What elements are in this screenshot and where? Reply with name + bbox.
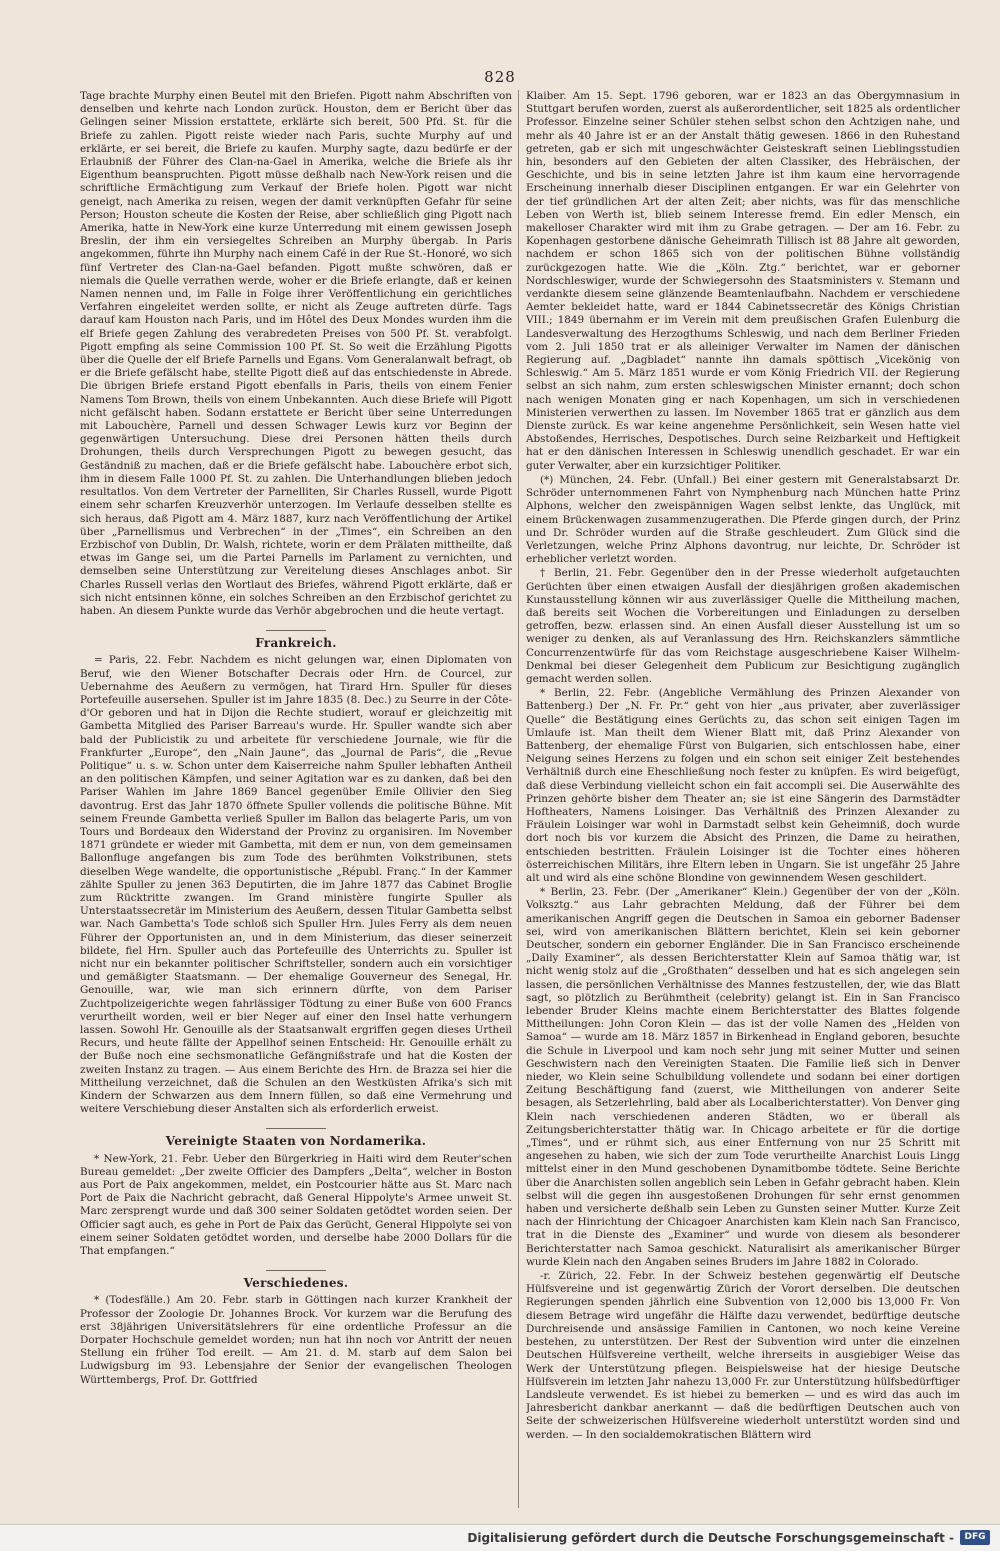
left-column bbox=[80, 90, 512, 1510]
article-paragraph: -r. Zürich, 22. Febr. In der Schweiz bestehen gegenwärtig elf Deutsche Hülfsvereine und ist gegenwärtig Zürich der Vorort derselben. Die deutschen Regierungen spenden jährlich eine Subvention von 12,000 bis 13,000 Fr. Von diesem Betrage wird ungefähr die Hälfte dazu verwendet, bedürftige deutsche Durchreisende und ansässige Familien in Cantonen, wo noch keine Vereine bestehen, zu unterstützen. Der Rest der Subvention wird unter die einzelnen Deutschen Hülfsvereine vertheilt, welche ihrerseits in ausgiebiger Weise das Werk der Unterstützung pflegen. Beispielsweise hat der hiesige Deutsche Hülfsverein im letzten Jahr nahezu 13,000 Fr. zur Unterstützung hülfsbedürftiger Landsleute verwendet. Es ist hiebei zu bemerken — und es wird das auch im Jahresbericht dankbar anerkannt — daß die bedürftigen Deutschen auch von Seite der schweizerischen Hülfsvereine wiederholt unterstützt worden sind und werden. — In den socialdemokratischen Blättern wird bbox=[526, 1270, 960, 1441]
article-paragraph: Tage brachte Murphy einen Beutel mit den Briefen. Pigott nahm Abschriften von denselben und kehrte nach London zurück. Houston, dem er Bericht über das Gelingen seiner Mission erstattete, erklärte sich bereit, 500 Pfd. St. für die Briefe zu zahlen. Pigott reiste wieder nach Paris, suchte Murphy auf und erklärte, er sei bereit, die Briefe zu kaufen. Murphy sagte, dazu bedürfe er der Erlaubniß der Führer des Clan-na-Gael in Amerika, welche die Briefe als ihr Eigenthum beanspruchten. Pigott müsse deßhalb nach New-York reisen und die schriftliche Ermächtigung zum Verkauf der Briefe holen. Pigott war nicht geneigt, nach Amerika zu reisen, wegen der damit verknüpften Gefahr für seine Person; Houston scheute die Kosten der Reise, aber schließlich ging Pigott nach Amerika, hatte in New-York eine kurze Unterredung mit einem gewissen Joseph Breslin, der ihm ein versiegeltes Schreiben an Murphy übergab. In Paris angekommen, führte ihn Murphy nach einem Café in der Rue St.-Honoré, wo sich fünf Vertreter des Clan-na-Gael befanden. Pigott mußte schwören, daß er niemals die Quelle verrathen werde, woher er die Briefe erlangte, daß er keinen Namen nennen und, im Falle in Folge ihrer Veröffentlichung ein gerichtliches Verfahren eingeleitet werden sollte, er nicht als Zeuge auftreten dürfe. Tags darauf kam Houston nach Paris, und im Hôtel des Deux Mondes wurden ihm die elf Briefe gegen Zahlung des verabredeten Preises von 500 Pf. St. verabfolgt. Pigott empfing als seine Commission 100 Pf. St. So weit die Erzählung Pigotts über die Quelle der elf Briefe Parnells und Egans. Vom Generalanwalt befragt, ob er die Briefe gefälscht habe, stellte Pigott dieß auf das entschiedenste in Abrede. Die übrigen Briefe erstand Pigott ebenfalls in Paris, theils von einem Fenier Namens Tom Brown, theils von einem Unbekannten. Auch diese Briefe will Pigott nicht gefälscht haben. Sodann erstattete er Bericht über seine Unterredungen mit Labouchère, Parnell und dessen Schwager Lewis kurz vor Beginn der gegenwärtigen Untersuchung. Diese drei Personen hätten theils durch Drohungen, theils durch Versprechungen Pigott zu bewegen gesucht, das Geständniß zu machen, daß er die Briefe gefälscht habe. Labouchère erbot sich, ihm in diesem Falle 1000 Pf. St. zu zahlen. Die Unterhandlungen blieben jedoch resultatlos. Von dem Vertreter der Parnelliten, Sir Charles Russell, wurde Pigott einem sehr scharfen Kreuzverhör unterzogen. Im Verlaufe desselben stellte es sich heraus, daß Pigott am 4. März 1887, kurz nach Veröffentlichung der Artikel über „Parnellismus und Verbrechen“ in der „Times“, ein Schreiben an den Erzbischof von Dublin, Dr. Walsh, richtete, worin er dem Prälaten mittheilte, daß etwas im Gange sei, um die Partei Parnells im Parlament zu vernichten, und demselben seine Unterstützung zur Vereitelung dieses Anschlages anbot. Sir Charles Russell verlas den Wortlaut des Briefes, während Pigott erklärte, daß er sich nicht entsinnen könne, ein solches Schreiben an den Erzbischof gerichtet zu haben. An diesem Punkte wurde das Verhör abgebrochen und die heute vertagt. bbox=[80, 90, 512, 617]
article-paragraph: = Paris, 22. Febr. Nachdem es nicht gelungen war, einen Diplomaten von Beruf, wie den Wiener Botschafter Decrais oder Hrn. de Courcel, zur Uebernahme des Aeußern zu vermögen, hat Tirard Hrn. Spuller für dieses Portefeuille ausersehen. Spuller ist im Jahre 1835 (8. Dec.) zu Seurre in der Côte-d'Or geboren und hat in Dijon die Rechte studiert, worauf er gleichzeitig mit Gambetta Mitglied des Pariser Barreau's wurde. Hr. Spuller wandte sich aber bald der Publicistik zu und arbeitete für verschiedene Journale, wie für die Frankfurter „Europe“, den „Nain Jaune“, das „Journal de Paris“, die „Revue Politique“ u. s. w. Schon unter dem Kaiserreiche nahm Spuller lebhaften Antheil an den politischen Kämpfen, und seiner Agitation war es zu danken, daß bei den Pariser Wahlen im Jahre 1869 Bancel gegenüber Emile Ollivier den Sieg davontrug. Erst das Jahr 1870 öffnete Spuller vollends die politische Bühne. Mit seinem Freunde Gambetta verließ Spuller im Ballon das belagerte Paris, um von Tours und Bordeaux den Widerstand der Provinz zu organisiren. Im November 1871 gründete er wieder mit Gambetta, mit dem er nun, von dem gemeinsamen Ballonfluge angefangen bis zum Tode des berühmten Volkstribunen, stets dieselben Wege wandelte, die opportunistische „Républ. Franç.“ In der Kammer zählte Spuller zu jenen 363 Deputirten, die im Jahre 1877 das Cabinet Broglie zum Rücktritte zwangen. Im Grand ministère fungirte Spuller als Unterstaatssecretär im Ministerium des Aeußern, dessen Titular Gambetta selbst war. Nach Gambetta's Tode schloß sich Spuller Hrn. Jules Ferry als dem neuen Führer der Opportunisten an, und in dem Ministerium, das dieser seinerzeit bildete, fiel Hrn. Spuller auch das Portefeuille des Unterrichts zu. Spuller ist nicht nur ein bekannter politischer Schriftsteller, sondern auch ein vorsichtiger und gemäßigter Staatsmann. — Der ehemalige Gouverneur des Senegal, Hr. Genouille, war, wie man sich erinnern dürfte, von dem Pariser Zuchtpolizeigerichte wegen fahrlässiger Tödtung zu einer Buße von 600 Francs verurtheilt worden, weil er bier Neger auf einer den Insel hatte verhungern lassen. Sowohl Hr. Genouille als der Staatsanwalt ergriffen gegen dieses Urtheil Recurs, und heute fällte der Appellhof seinen Entscheid: Hr. Genouille erhält zu der Buße noch eine sechsmonatliche Gefängnißstrafe und hat die Kosten der zweiten Instanz zu tragen. — Aus einem Berichte des Hrn. de Brazza sei hier die Mittheilung verzeichnet, daß die Schulen an den Westküsten Afrika's sich mit Kindern der Schwarzen aus dem Innern füllen, so daß eine Vermehrung und weitere Verschiebung dieser Anstalten sich als erforderlich erweist. bbox=[80, 654, 512, 1116]
article-paragraph: Klaiber. Am 15. Sept. 1796 geboren, war er 1823 an das Obergymnasium in Stuttgart berufen worden, zuerst als außerordentlicher, seit 1825 als ordentlicher Professor. Einzelne seiner Schüler stehen selbst schon den Achtzigen nahe, und mehr als 40 Jahre ist er an der Anstalt thätig gewesen. 1866 in den Ruhestand getreten, gab er sich mit ungeschwächter Geisteskraft seinen Lieblingsstudien hin, besonders auf den Gebieten der alten Classiker, des Hebräischen, der Geschichte, und bis in seine letzten Jahre ist ihm kaum eine hervorragende Erscheinung innerhalb dieser Disciplinen entgangen. Er war ein Gelehrter von der tief gründlichen Art der alten Zeit; aber nichts, was für das menschliche Leben von Werth ist, blieb seinem Interesse fremd. Ein edler Mensch, ein makelloser Charakter wird mit ihm zu Grabe getragen. — Der am 16. Febr. zu Kopenhagen gestorbene dänische Geheimrath Tillisch ist 88 Jahre alt geworden, nachdem er schon 1865 sich von der politischen Bühne vollständig zurückgezogen hatte. Wie die „Köln. Ztg.“ berichtet, war er geborner Nordschleswiger, wurde der Schwiegersohn des Staatsministers v. Stemann und verdankte diesem seine glänzende Beamtenlaufbahn. Nachdem er verschiedene Aemter bekleidet hatte, ward er 1844 Cabinetssecretär des Königs Christian VIII.; 1849 übernahm er im Verein mit dem preußischen Grafen Eulenburg die Landesverwaltung des Herzogthums Schleswig, und nach dem Berliner Frieden vom 2. Juli 1850 trat er als alleiniger Verwalter im Namen der dänischen Regierung auf. „Dagbladet“ nannte ihn damals spöttisch „Vicekönig von Schleswig.“ Am 5. März 1851 wurde er vom König Friedrich VII. der Regierung selbst an sich nahm, zum ersten schleswigschen Minister ernannt; doch schon nach wenigen Monaten ging er nach Kopenhagen, um sich in verschiedenen Ministerien verwerthen zu lassen. Im November 1865 trat er gänzlich aus dem Dienste zurück. Es war keine angenehme Persönlichkeit, sein Wesen hatte viel Abstoßendes, Herrisches, Despotisches. Durch seine Reizbarkeit und Heftigkeit hat er den dänischen Interessen in Schleswig unendlich geschadet. Er war ein guter Verwalter, aber ein kurzsichtiger Politiker. bbox=[526, 90, 960, 472]
article-paragraph: * Berlin, 22. Febr. (Angebliche Vermählung des Prinzen Alexander von Battenberg.) Der „N. Fr. Pr.“ geht von hier „aus privater, aber zuverlässiger Quelle“ die Bestätigung eines Gerüchts zu, das schon seit einigen Tagen im Umlaufe ist. Man theilt dem Wiener Blatt mit, daß Prinz Alexander von Battenberg, der ehemalige Fürst von Bulgarien, sich entschlossen habe, einer Neigung seines Herzens zu folgen und ein schon seit einiger Zeit bestehendes Verhältniß durch eine Eheschließung noch fester zu knüpfen. Es wird beigefügt, daß diese Verbindung vielleicht schon ein fait accompli sei. Die Auserwählte des Prinzen gehörte bisher dem Theater an; sie ist eine Sängerin des Darmstädter Hoftheaters, Namens Loisinger. Das Verhältniß des Prinzen Alexander zu Fräulein Loisinger war wohl in Darmstadt selbst kein Geheimniß, doch wurde dort noch bis vor kurzem die Absicht des Prinzen, die Dame zu heirathen, entschieden bestritten. Fräulein Loisinger ist die Tochter eines höheren österreichischen Militärs, ihre Eltern leben in Ungarn. Sie ist ungefähr 25 Jahre alt und wird als eine schöne Blondine von gewinnendem Wesen geschildert. bbox=[526, 687, 960, 884]
right-column bbox=[526, 90, 960, 1510]
section-heading-usa: Vereinigte Staaten von Nordamerika. bbox=[80, 1128, 512, 1148]
page-number: 828 bbox=[484, 68, 516, 86]
article-paragraph: (*) München, 24. Febr. (Unfall.) Bei einer gestern mit Generalstabsarzt Dr. Schröder unternommenen Fahrt von Nymphenburg nach München hatte Prinz Alphons, welcher den zweispännigen Wagen selbst lenkte, das Unglück, mit einem Brückenwagen zusammenzugerathen. Die Pferde gingen durch, der Prinz und Dr. Schröder wurden auf die Straße geschleudert. Zum Glück sind die Verletzungen, welche Prinz Alphons davontrug, nur leichte, Dr. Schröder ist erheblicher verletzt worden. bbox=[526, 473, 960, 566]
article-paragraph: * (Todesfälle.) Am 20. Febr. starb in Göttingen nach kurzer Krankheit der Professor der Zoologie Dr. Johannes Brock. Vor kurzem war die Berufung des erst 38jährigen Universitätslehrers für eine ordentliche Professur an die Dorpater Hochschule gemeldet worden; nun hat ihn noch vor Antritt der neuen Stellung ein früher Tod ereilt. — Am 21. d. M. starb auf dem Salon bei Ludwigsburg im 93. Lebensjahre der Senior der evangelischen Theologen Württembergs, Prof. Dr. Gottfried bbox=[80, 1294, 512, 1386]
column-divider bbox=[518, 90, 519, 1508]
article-paragraph: * New-York, 21. Febr. Ueber den Bürgerkrieg in Haiti wird dem Reuter'schen Bureau gemeldet: „Der zweite Officier des Dampfers „Delta“, welcher in Boston aus Port de Paix angekommen, meldet, ein Postcourier hätte aus St. Marc nach Port de Paix die Nachricht gebracht, daß General Hippolyte's Armee unweit St. Marc zersprengt wurde und daß 300 seiner Soldaten getödtet worden seien. Der Officier sagt auch, es gehe in Port de Paix das Gerücht, General Hippolyte sei von einem seiner Soldaten getödtet worden, und derselbe habe 2000 Dollars für die That empfangen.“ bbox=[80, 1152, 512, 1258]
section-heading-verschiedenes: Verschiedenes. bbox=[80, 1270, 512, 1290]
dfg-logo-icon: DFG bbox=[960, 1530, 990, 1545]
digitization-footer bbox=[0, 1524, 1000, 1551]
article-paragraph: † Berlin, 21. Febr. Gegenüber den in der Presse wiederholt aufgetauchten Gerüchten über einen etwaigen Ausfall der diesjährigen großen akademischen Kunstausstellung können wir aus zuverlässiger Quelle die Mittheilung machen, daß bereits seit Wochen die Vorbereitungen und Einladungen zu derselben getroffen, bezw. erlassen sind. An einen Ausfall dieser Ausstellung ist um so weniger zu denken, als auf Veranlassung des Hrn. Reichskanzlers sämmtliche Concurrenzentwürfe für das vom Reichstage ausgeschriebene Kaiser Wilhelm-Denkmal bei dieser Gelegenheit dem Publicum zur Besichtigung zugänglich gemacht werden sollen. bbox=[526, 567, 960, 685]
funding-notice: Digitalisierung gefördert durch die Deutsche Forschungsgemeinschaft - bbox=[467, 1531, 954, 1545]
article-paragraph: * Berlin, 23. Febr. (Der „Amerikaner“ Klein.) Gegenüber der von der „Köln. Volksztg.“ aus Lahr gebrachten Meldung, daß der Führer bei dem amerikanischen Angriff gegen die Deutschen in Samoa ein geborner Badenser sei, wird von amerikanischen Blättern berichtet, Klein sei kein geborner Deutscher, sondern ein geborner Engländer. Die in San Francisco erscheinende „Daily Examiner“, als dessen Berichterstatter Klein auf Samoa thätig war, ist nicht wenig stolz auf die „Großthaten“ desselben und hat es sich angelegen sein lassen, die persönlichen Verhältnisse des Mannes festzustellen, der, wie das Blatt sagt, so plötzlich zu Berühmtheit (celebrity) gelangt ist. Ein in San Francisco lebender Bruder Kleins machte einem Berichterstatter des Blattes folgende Mittheilungen: John Coron Klein — das ist der volle Namen des „Helden von Samoa“ — wurde am 18. März 1857 in Birkenhead in England geboren, besuchte die Schule in Liverpool und kam noch sehr jung mit seiner Mutter und seinen Geschwistern nach den Vereinigten Staaten. Die Familie ließ sich in Denver nieder, wo Klein seine Schulbildung vollendete und sodann bei einer dortigen Zeitung Beschäftigung fand (zuerst, wie Mittheilungen von anderer Seite besagen, als Setzerlehrling, bald aber als Localberichterstatter). Von Denver ging Klein nach verschiedenen anderen Städten, wo er überall als Zeitungsberichterstatter thätig war. In Chicago arbeitete er für die dortige „Times“, und er rühmt sich, aus einer Entfernung von nur 25 Schritt mit angesehen zu haben, wie sich der zum Tode verurtheilte Anarchist Louis Lingg mittelst einer in den Mund geschobenen Dynamitbombe tödtete. Seine Berichte über die Anarchisten sollen angeblich sein Leben in Gefahr gebracht haben. Klein selbst will die gegen ihn ausgestoßenen Drohungen für sehr ernst genommen haben und versicherte deßhalb sein Leben zu Gunsten seiner Mutter. Kurze Zeit nach der Hinrichtung der Chicagoer Anarchisten kam Klein nach San Francisco, trat in die Dienste des „Examiner“ und wurde von diesem als besonderer Berichterstatter nach Samoa geschickt. Naturalisirt als amerikanischer Bürger wurde Klein nach den Angaben seines Bruders im Jahre 1882 in Colorado. bbox=[526, 886, 960, 1268]
section-heading-frankreich: Frankreich. bbox=[80, 630, 512, 650]
